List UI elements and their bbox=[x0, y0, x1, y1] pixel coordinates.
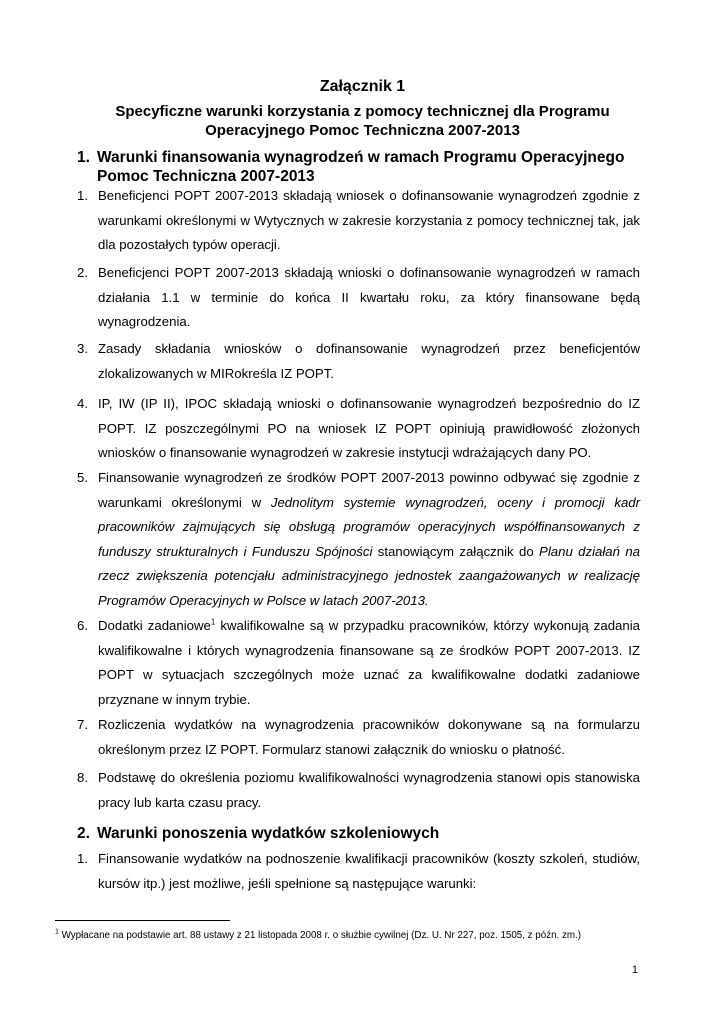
item-number: 2. bbox=[77, 265, 88, 280]
item-number: 1. bbox=[77, 188, 88, 203]
item-number: 3. bbox=[77, 341, 88, 356]
section-title: Warunki ponoszenia wydatków szkoleniowych bbox=[97, 825, 440, 842]
section-number: 1. bbox=[77, 149, 90, 166]
list-item bbox=[77, 261, 640, 335]
item-number: 4. bbox=[77, 396, 88, 411]
document-subtitle bbox=[60, 102, 665, 140]
list-item bbox=[77, 337, 640, 386]
list-item bbox=[77, 766, 640, 815]
page-title: Załącznik 1 bbox=[319, 78, 406, 95]
footnote-reference: 1 bbox=[210, 617, 216, 627]
footnote-marker: 1 bbox=[55, 928, 59, 936]
item-text: IP, IW (IP II), IPOC składają wnioski o dofinansowanie wynagrodzeń bezpośrednio do IZ POPT. IZ poszczególnymi PO na wniosek IZ POPT opiniują prawidłowość złożonych wniosków o finansowanie wynagrodzeń w zakresie instytucji wdrażających dany PO. bbox=[98, 396, 640, 460]
section-1-heading bbox=[77, 148, 652, 186]
subtitle-line-1: Specyficzne warunki korzystania z pomocy technicznej dla Programu bbox=[115, 103, 610, 120]
item-text: Beneficjenci POPT 2007-2013 składają wniosek o dofinansowanie wynagrodzeń zgodnie z warunkami określonymi w Wytycznych w zakresie korzystania z pomocy technicznej tak, jak dla pozostałych typów operacji. bbox=[98, 188, 640, 252]
page-number: 1 bbox=[631, 964, 638, 976]
footnote bbox=[55, 929, 640, 943]
item-text: Podstawę do określenia poziomu kwalifikowalności wynagrodzenia stanowi opis stanowiska pracy lub karta czasu pracy. bbox=[98, 770, 640, 810]
document-reference: Planu działań na rzecz zwiększenia potencjału administracyjnego jednostek zaangażowanych w realizację Programów Operacyjnych w Polsce w latach 2007-2013. bbox=[98, 543, 640, 608]
item-text: Beneficjenci POPT 2007-2013 składają wnioski o dofinansowanie wynagrodzeń w ramach działania 1.1 w terminie do końca II kwartału roku, za który finansowane będą wynagrodzenia. bbox=[98, 265, 640, 329]
list-item bbox=[77, 184, 640, 258]
section-number: 2. bbox=[77, 825, 90, 842]
item-text: Zasady składania wniosków o dofinansowanie wynagrodzeń przez beneficjentów zlokalizowanych w MIRokreśla IZ POPT. bbox=[98, 341, 640, 381]
item-number: 8. bbox=[77, 770, 88, 785]
item-number: 6. bbox=[77, 618, 88, 633]
item-text: Rozliczenia wydatków na wynagrodzenia pracowników dokonywane są na formularzu określonym przez IZ POPT. Formularz stanowi załącznik do wniosku o płatność. bbox=[98, 717, 640, 757]
item-text-part: kwalifikowalne są w przypadku pracowników, którzy wykonują zadania kwalifikowalne i których wynagrodzenia finansowane są ze środków POPT 2007-2013. IZ POPT w sytuacjach szczególnych może uznać za kwalifikowalne dodatki zadaniowe przyznane w innym trybie. bbox=[98, 618, 640, 707]
item-text-part: stanowiącym załącznik do bbox=[372, 543, 540, 559]
section-2-heading bbox=[77, 824, 652, 843]
item-text-part: Finansowanie wynagrodzeń ze środków POPT 2007-2013 powinno odbywać się zgodnie z warunkami określonymi w bbox=[98, 470, 640, 510]
item-text: Finansowanie wydatków na podnoszenie kwalifikacji pracowników (koszty szkoleń, studiów, kursów itp.) jest możliwe, jeśli spełnione są następujące warunki: bbox=[98, 851, 640, 891]
item-number: 5. bbox=[77, 470, 88, 485]
item-text bbox=[98, 466, 640, 613]
list-item bbox=[77, 466, 640, 613]
item-text bbox=[98, 614, 640, 712]
subtitle-line-2: Operacyjnego Pomoc Techniczna 2007-2013 bbox=[205, 122, 520, 139]
list-item bbox=[77, 614, 640, 712]
footnote-separator bbox=[55, 920, 230, 921]
list-item bbox=[77, 847, 640, 896]
list-item bbox=[77, 392, 640, 466]
item-text-part: Dodatki zadaniowe bbox=[98, 618, 211, 633]
item-number: 1. bbox=[77, 851, 88, 866]
document-reference: Jednolitym systemie wynagrodzeń, oceny i promocji kadr pracowników zajmujących się obsługą programów operacyjnych współfinansowanych z funduszy strukturalnych i Funduszu Spójności bbox=[98, 494, 640, 559]
section-title: Warunki finansowania wynagrodzeń w ramach Programu Operacyjnego Pomoc Techniczna 2007-2013 bbox=[97, 149, 625, 185]
item-number: 7. bbox=[77, 717, 88, 732]
list-item bbox=[77, 713, 640, 762]
footnote-text: Wypłacane na podstawie art. 88 ustawy z 21 listopada 2008 r. o służbie cywilnej (Dz. U. Nr 227, poz. 1505, z późn. zm.) bbox=[58, 930, 582, 941]
